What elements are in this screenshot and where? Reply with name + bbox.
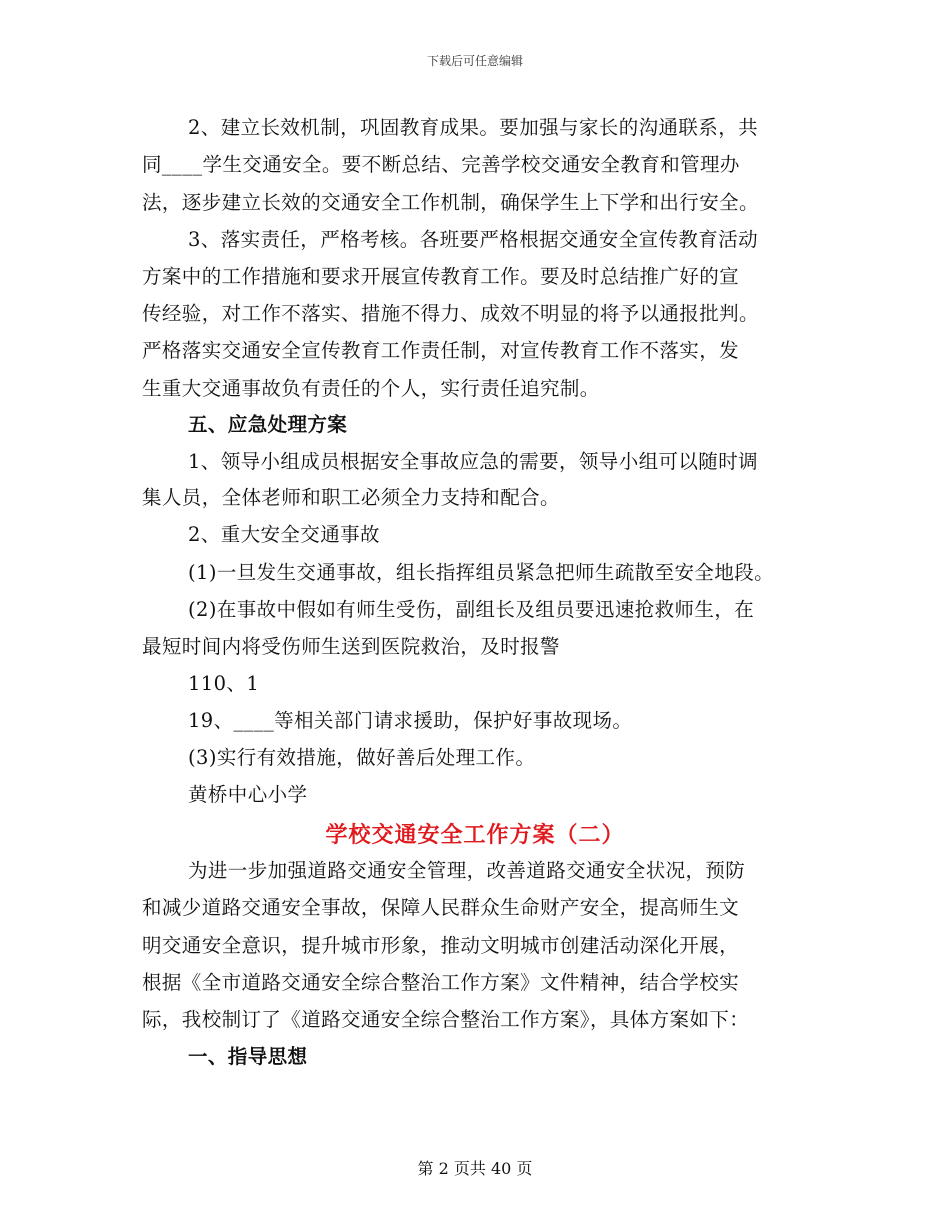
paragraph-line: 根据《全市道路交通安全综合整治工作方案》文件精神，结合学校实 [142,971,740,994]
section-heading: 一、指导思想 [188,1045,308,1068]
paragraph-line: 最短时间内将受伤师生送到医院救治，及时报警 [142,635,560,658]
paragraph-line: 同____学生交通安全。要不断总结、完善学校交通安全教育和管理办 [142,153,740,176]
paragraph-line: 为进一步加强道路交通安全管理，改善道路交通安全状况，预防 [188,859,746,882]
paragraph-line: 2、重大安全交通事故 [188,523,380,546]
paragraph-line: 和减少道路交通安全事故，保障人民群众生命财产安全，提高师生文 [142,896,740,919]
paragraph-line: (1)一旦发生交通事故，组长指挥组员紧急把师生疏散至安全地段。 [188,561,775,584]
signature-line: 黄桥中心小学 [188,783,308,806]
paragraph-line: 3、落实责任，严格考核。各班要严格根据交通安全宣传教育活动 [188,228,759,251]
paragraph-line: 1、领导小组成员根据安全事故应急的需要，领导小组可以随时调 [188,450,759,473]
paragraph-line: 19、____等相关部门请求援助，保护好事故现场。 [188,709,633,732]
paragraph-line: 110、1 [188,672,260,695]
paragraph-line: 严格落实交通安全宣传教育工作责任制，对宣传教育工作不落实，发 [142,339,740,362]
paragraph-line: 集人员，全体老师和职工必须全力支持和配合。 [142,486,560,509]
section-title: 学校交通安全工作方案（二） [325,822,625,848]
paragraph-line: 际，我校制订了《道路交通安全综合整治工作方案》，具体方案如下： [142,1008,750,1031]
section-heading: 五、应急处理方案 [188,413,348,436]
paragraph-line: 法，逐步建立长效的交通安全工作机制，确保学生上下学和出行安全。 [142,191,759,214]
paragraph-line: 生重大交通事故负有责任的个人，实行责任追究制。 [142,377,600,400]
paragraph-line: 明交通安全意识，提升城市形象，推动文明城市创建活动深化开展， [142,934,740,957]
paragraph-line: 2、建立长效机制，巩固教育成果。要加强与家长的沟通联系，共 [188,116,759,139]
paragraph-line: 方案中的工作措施和要求开展宣传教育工作。要及时总结推广好的宣 [142,265,740,288]
paragraph-line: (3)实行有效措施，做好善后处理工作。 [188,746,536,769]
page-header: 下载后可任意编辑 [426,54,523,68]
page-footer: 第 2 页共 40 页 [417,1159,533,1178]
paragraph-line: (2)在事故中假如有师生受伤，副组长及组员要迅速抢救师生，在 [188,598,755,621]
paragraph-line: 传经验，对工作不落实、措施不得力、成效不明显的将予以通报批判。 [142,302,759,325]
